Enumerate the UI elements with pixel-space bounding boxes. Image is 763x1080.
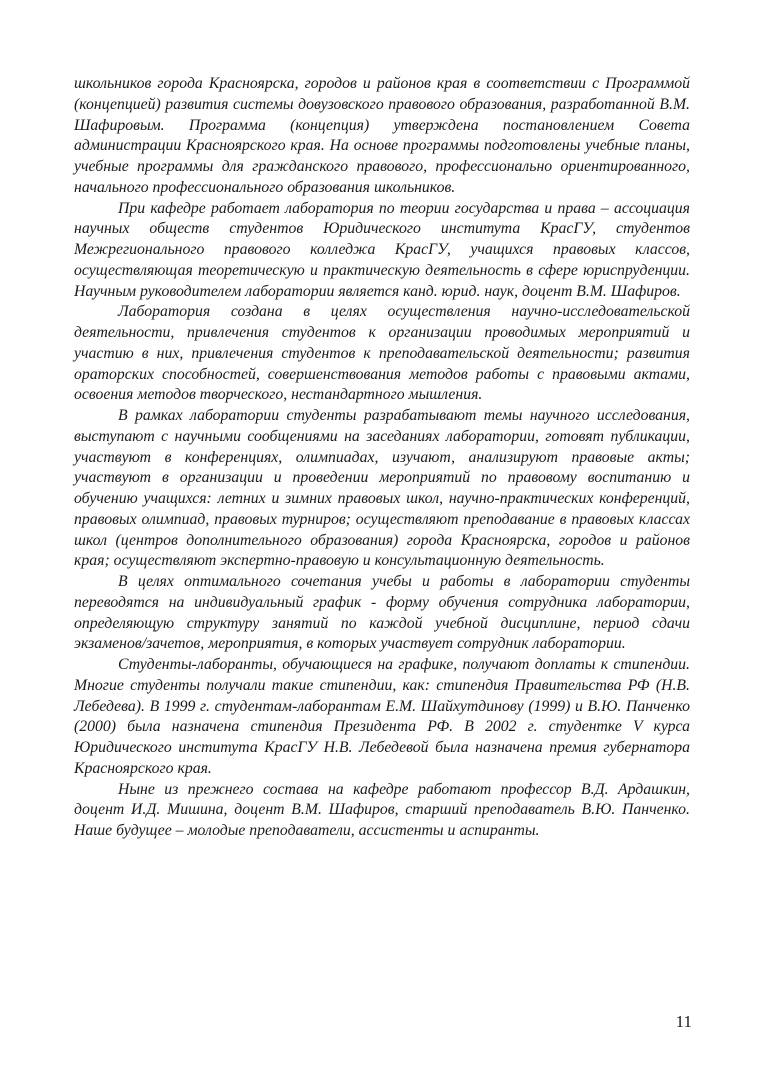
paragraph-1: школьников города Красноярска, городов и районов края в соответствии с Программой (концепцией) развития системы довузовского правового образования, разработанной В.М. Шафировым. Программа (концепция) утверждена постановлением Совета администрации Красноярского края. На основе программы подготовлены учебные планы, учебные программы для гражданского правового, профессионально ориентированного, начального профессионального образования школьников. bbox=[74, 75, 690, 196]
body-text bbox=[74, 74, 690, 842]
paragraph-2: При кафедре работает лаборатория по теории государства и права – ассоциация научных обществ студентов Юридического института КрасГУ, студентов Межрегионального правового колледжа КрасГУ, учащихся правовых классов, осуществляющая теоретическую и практическую деятельность в сфере юриспруденции. Научным руководителем лаборатории является канд. юрид. наук, доцент В.М. Шафиров. bbox=[74, 199, 690, 300]
paragraph-6: Студенты-лаборанты, обучающиеся на графике, получают доплаты к стипендии. Многие студенты получали такие стипендии, как: стипендия Правительства РФ (Н.В. Лебедева). В 1999 г. студентам-лаборантам Е.М. Шайхутдинову (1999) и В.Ю. Панченко (2000) была назначена стипендия Президента РФ. В 2002 г. студентке V курса Юридического института КрасГУ Н.В. Лебедевой была назначена премия губернатора Красноярского края. bbox=[74, 656, 690, 777]
paragraph-3: Лаборатория создана в целях осуществления научно-исследовательской деятельности, привлечения студентов к организации проводимых мероприятий и участию в них, привлечения студентов к преподавательской деятельности; развития ораторских способностей, совершенствования методов работы с правовыми актами, освоения методов творческого, нестандартного мышления. bbox=[74, 303, 690, 404]
paragraph-7: Ныне из прежнего состава на кафедре работают профессор В.Д. Ардашкин, доцент И.Д. Мишина, доцент В.М. Шафиров, старший преподаватель В.Ю. Панченко. Наше будущее – молодые преподаватели, ассистенты и аспиранты. bbox=[74, 780, 690, 839]
paragraph-5: В целях оптимального сочетания учебы и работы в лаборатории студенты переводятся на индивидуальный график - форму обучения сотрудника лаборатории, определяющую структуру занятий по каждой учебной дисциплине, период сдачи экзаменов/зачетов, мероприятия, в которых участвует сотрудник лаборатории. bbox=[74, 573, 690, 653]
paragraph-4: В рамках лаборатории студенты разрабатывают темы научного исследования, выступают с научными сообщениями на заседаниях лаборатории, готовят публикации, участвуют в конференциях, олимпиадах, изучают, анализируют правовые акты; участвуют в организации и проведении мероприятий по правовому воспитанию и обучению учащихся: летних и зимних правовых школ, научно-практических конференций, правовых олимпиад, правовых турниров; осуществляют преподавание в правовых классах школ (центров дополнительного образования) города Красноярска, городов и районов края; осуществляют экспертно-правовую и консультационную деятельность. bbox=[74, 407, 690, 570]
page-number: 11 bbox=[675, 1012, 692, 1031]
